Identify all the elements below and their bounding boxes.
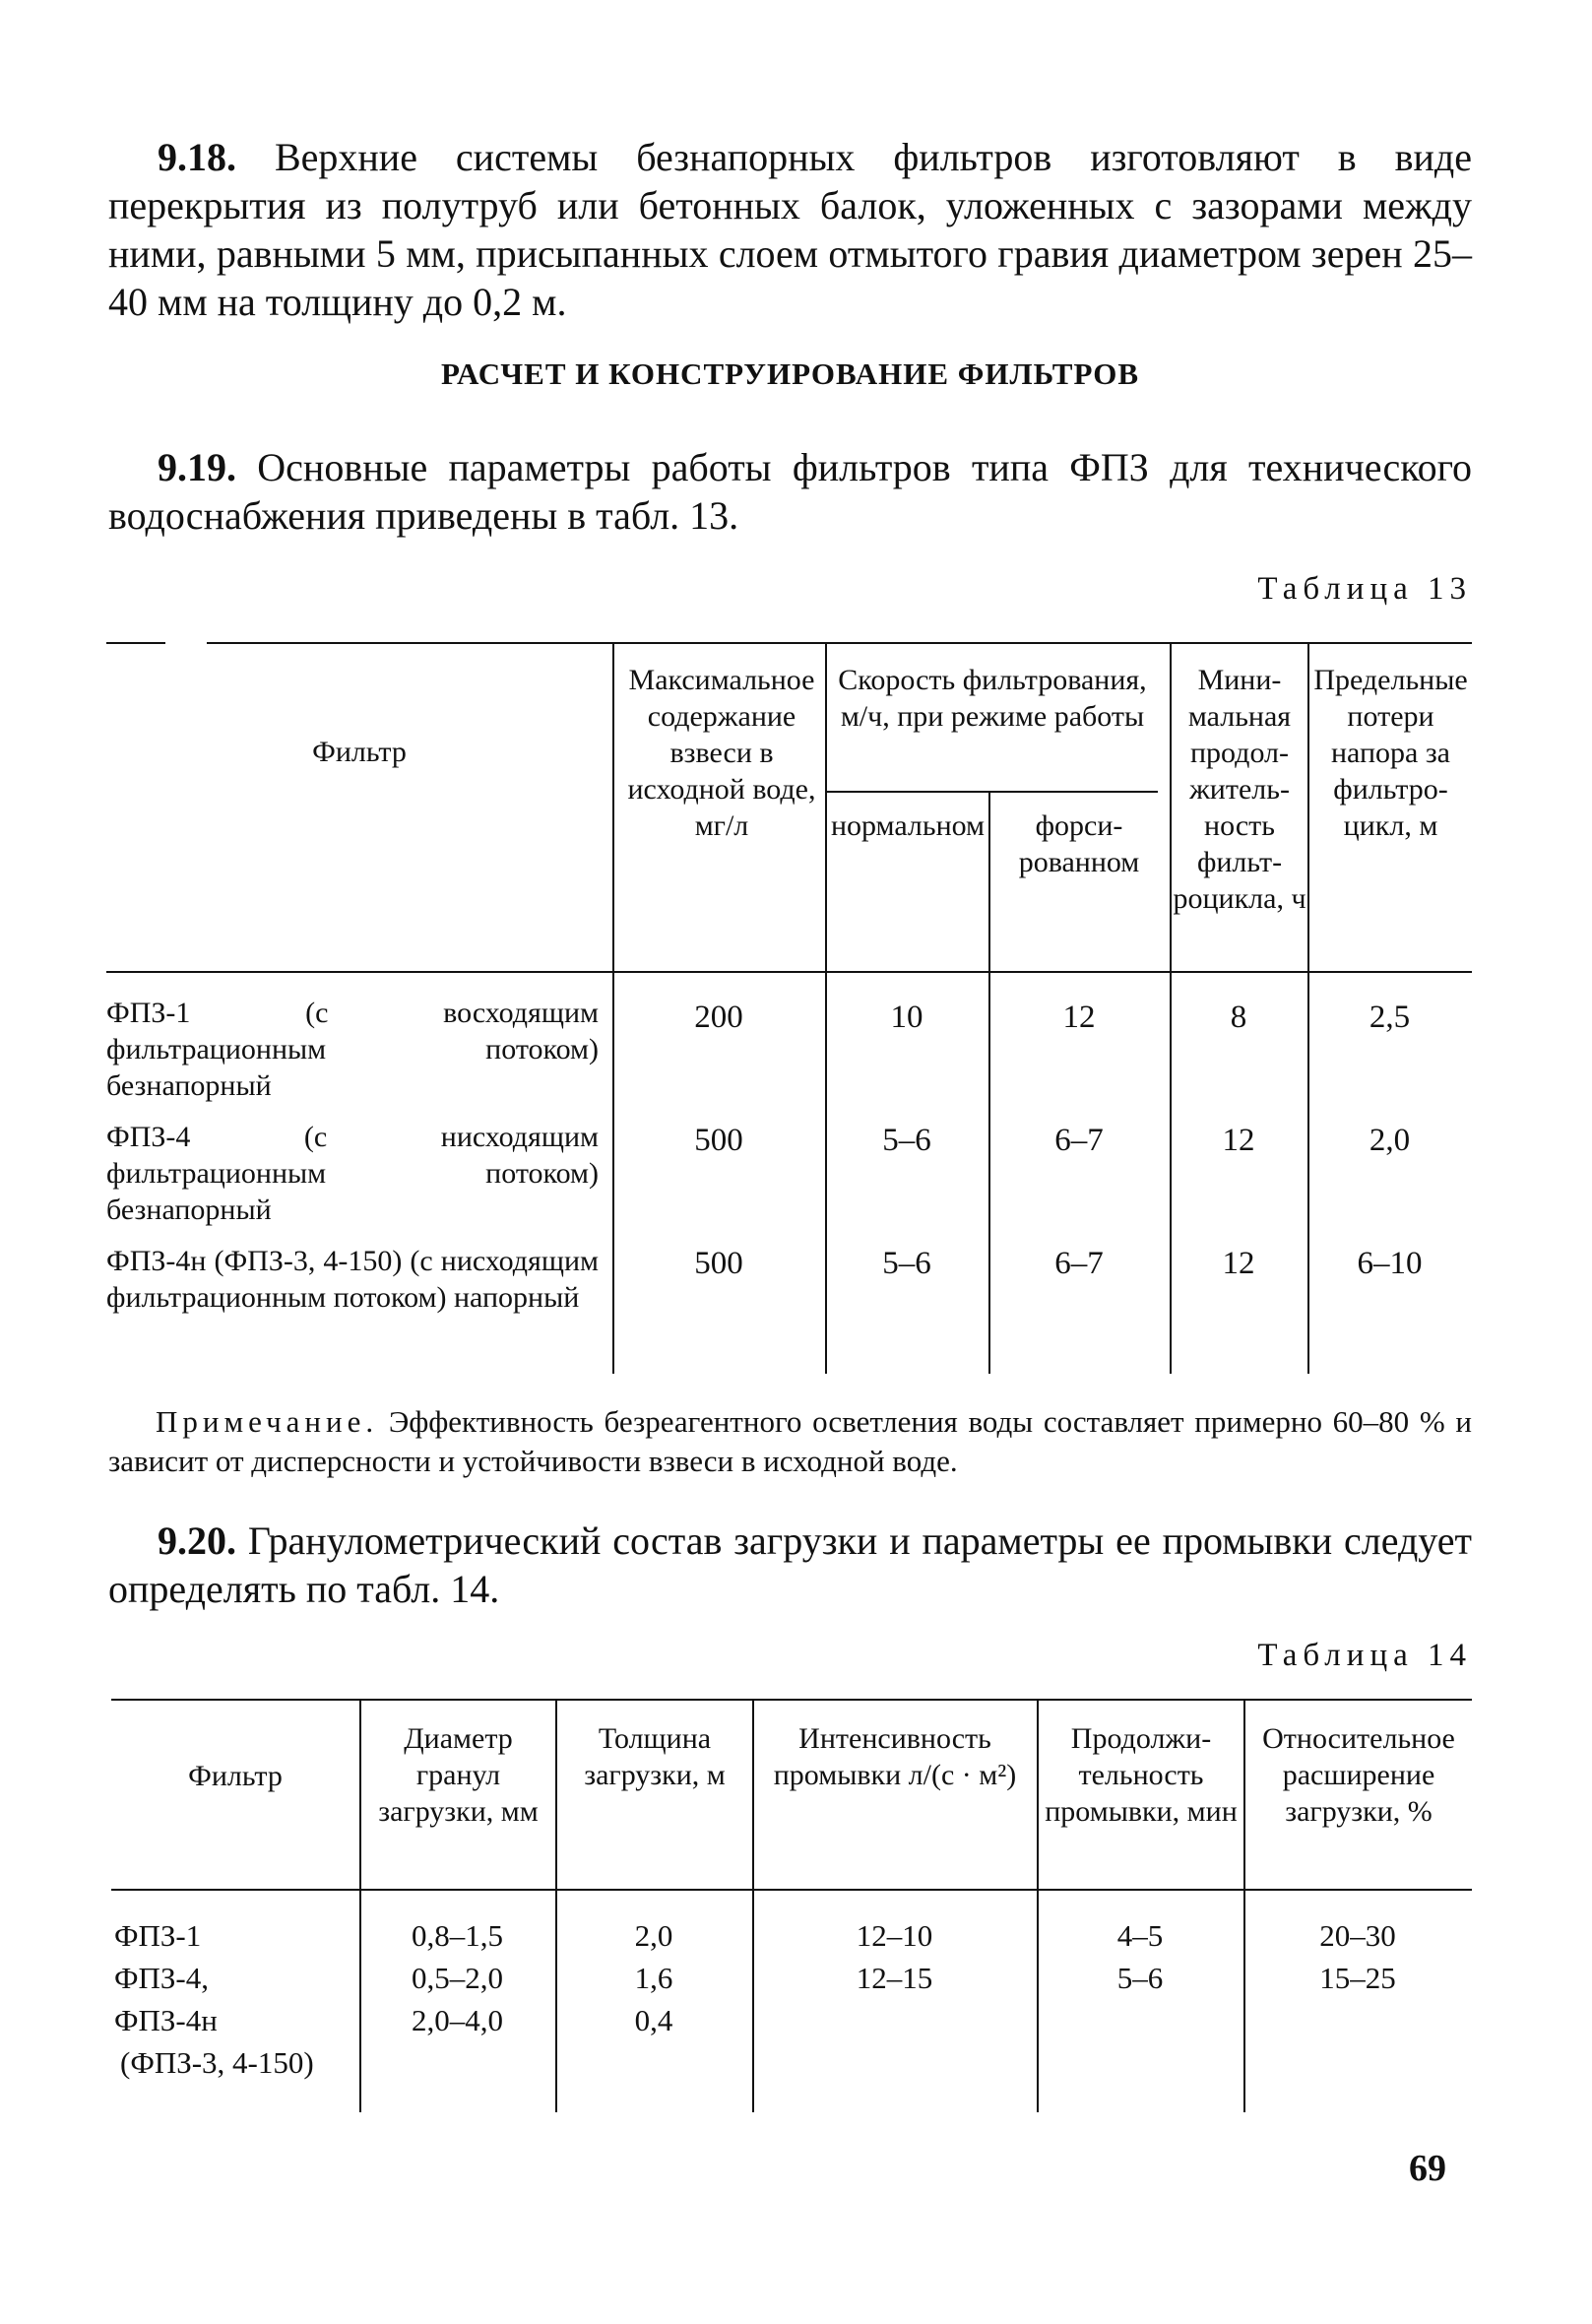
header-head-loss: Предельные потери напора за фильтроцикл, м — [1313, 664, 1468, 842]
header-forced: форсированном — [1018, 809, 1140, 878]
table-top-rule — [111, 1699, 1472, 1701]
page-number: 69 — [1409, 2148, 1446, 2189]
cell-normal: 10 — [890, 1000, 923, 1035]
cell-expansion: 20–30 — [1319, 1918, 1396, 1953]
cell-forced: 6–7 — [1054, 1123, 1104, 1158]
cell-normal: 5–6 — [882, 1123, 931, 1158]
paragraph-9-18 — [108, 133, 1472, 326]
cell-thickness: 0,4 — [634, 2003, 673, 2037]
header-bottom-rule — [106, 971, 1472, 973]
cell-intensity: 12–15 — [856, 1961, 933, 1995]
list-item: (ФПЗ-3, 4-150) — [120, 2045, 314, 2080]
paragraph-9-19 — [108, 443, 1472, 540]
paragraph-number: 9.19. — [158, 445, 236, 489]
list-item: ФПЗ-4, — [114, 1961, 209, 1995]
header-normal: нормальном — [830, 809, 986, 842]
table-top-rule-left — [106, 642, 165, 644]
table-top-rule — [207, 642, 1472, 644]
paragraph-text: Гранулометрический состав загрузки и параметры ее промывки следует определять по табл. 14. — [108, 1518, 1472, 1611]
paragraph-9-20 — [108, 1517, 1472, 1613]
note-label: Примечание. — [156, 1404, 379, 1439]
cell-intensity: 12–10 — [856, 1918, 933, 1953]
header-speed: Скорость фильтрования, м/ч, при режиме работы — [838, 664, 1147, 733]
table-14-caption: Таблица 14 — [1257, 1638, 1472, 1673]
cell-head-loss: 2,0 — [1369, 1123, 1411, 1158]
header-filter: Фильтр — [312, 736, 407, 768]
header-expansion: Относительное расширение загрузки, % — [1262, 1722, 1455, 1828]
col-divider — [752, 1699, 754, 2112]
paragraph-number: 9.18. — [158, 135, 236, 179]
table-row-filter: ФПЗ-4 (с нисходящим фильтрационным потоком) безнапорный — [106, 1121, 599, 1226]
header-diameter: Диаметр гранул загрузки, мм — [378, 1722, 539, 1828]
cell-thickness: 1,6 — [634, 1961, 673, 1995]
section-heading: РАСЧЕТ И КОНСТРУИРОВАНИЕ ФИЛЬТРОВ — [440, 356, 1140, 391]
cell-min-duration: 12 — [1222, 1123, 1255, 1158]
header-duration: Продолжительность промывки, мин — [1045, 1722, 1238, 1828]
cell-forced: 12 — [1062, 1000, 1096, 1035]
cell-max-content: 500 — [694, 1246, 743, 1281]
cell-thickness: 2,0 — [634, 1918, 673, 1953]
cell-normal: 5–6 — [882, 1246, 931, 1281]
cell-max-content: 200 — [694, 1000, 743, 1035]
header-max-content: Максимальное содержание взвеси в исходной воде, мг/л — [627, 664, 816, 842]
cell-max-content: 500 — [694, 1123, 743, 1158]
cell-forced: 6–7 — [1054, 1246, 1104, 1281]
cell-min-duration: 8 — [1230, 1000, 1247, 1035]
table-13-caption: Таблица 13 — [1257, 571, 1472, 607]
paragraph-text: Основные параметры работы фильтров типа ФПЗ для технического водоснабжения приведены в табл. 13. — [108, 445, 1473, 538]
cell-diameter: 2,0–4,0 — [412, 2003, 503, 2037]
paragraph-text: Верхние системы безнапорных фильтров изготовляют в виде перекрытия из полутруб или бетонных балок, уложенных с зазорами между ними, равными 5 мм, присыпанных слоем отмытого гравия диаметром зерен 25–40 мм на толщину до 0,2 м. — [108, 135, 1473, 324]
cell-diameter: 0,8–1,5 — [412, 1918, 503, 1953]
cell-duration: 4–5 — [1116, 1918, 1164, 1953]
speed-subheader-rule — [825, 791, 1158, 793]
table-row-filter: ФПЗ-1 (с восходящим фильтрационным потоком) безнапорный — [106, 997, 599, 1102]
header-filter: Фильтр — [188, 1760, 283, 1792]
cell-min-duration: 12 — [1222, 1246, 1255, 1281]
cell-duration: 5–6 — [1116, 1961, 1164, 1995]
header-intensity: Интенсивность промывки л/(с · м²) — [773, 1722, 1017, 1791]
table-row-filter: ФПЗ-4н (ФПЗ-3, 4-150) (с нисходящим фильтрационным потоком) напорный — [106, 1245, 599, 1314]
header-min-duration: Минимальная продолжительность фильтроцикла, ч — [1173, 664, 1306, 915]
table-13-note — [108, 1402, 1472, 1481]
note-text: Эффективность безреагентного осветления воды составляет примерно 60–80 % и зависит от дисперсности и устойчивости взвеси в исходной воде. — [108, 1404, 1472, 1478]
cell-diameter: 0,5–2,0 — [412, 1961, 503, 1995]
paragraph-number: 9.20. — [158, 1518, 236, 1563]
header-bottom-rule — [111, 1889, 1472, 1891]
list-item: ФПЗ-4н — [114, 2003, 218, 2037]
cell-head-loss: 6–10 — [1357, 1246, 1423, 1281]
cell-head-loss: 2,5 — [1369, 1000, 1411, 1035]
cell-expansion: 15–25 — [1319, 1961, 1396, 1995]
list-item: ФПЗ-1 — [114, 1918, 202, 1953]
header-thickness: Толщина загрузки, м — [584, 1722, 726, 1791]
